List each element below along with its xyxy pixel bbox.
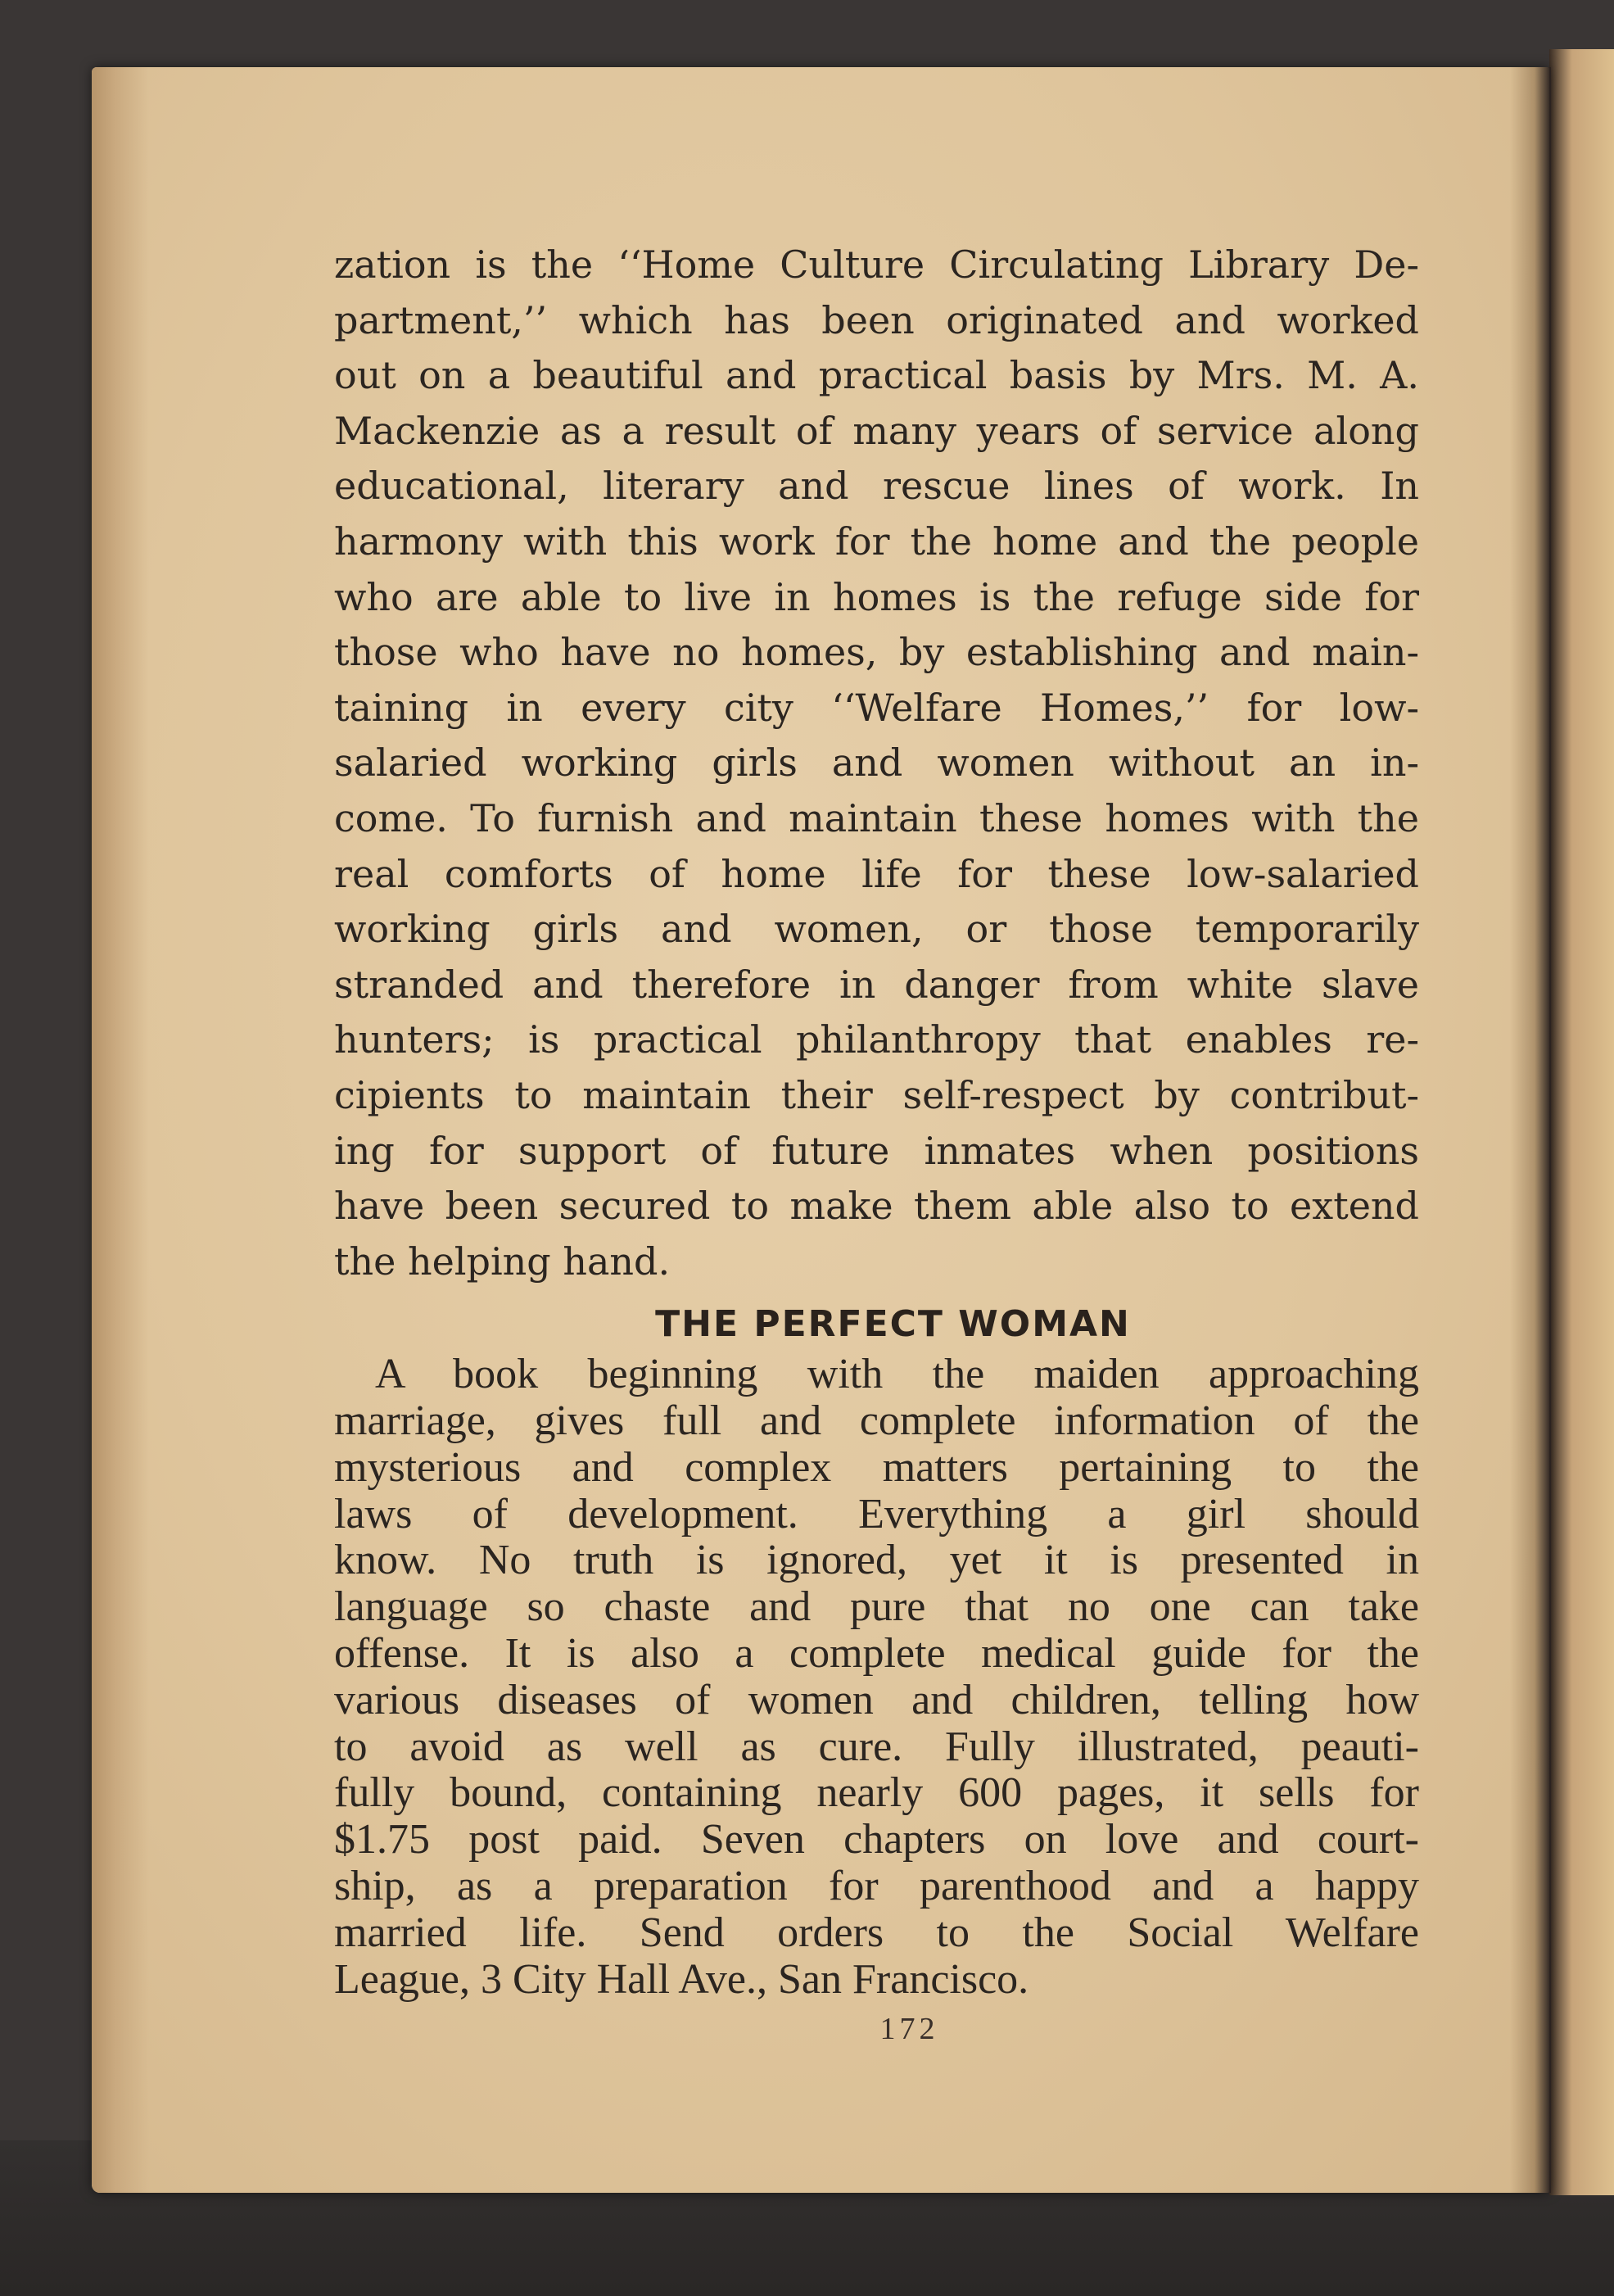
text-line: zation is the ‘‘Home Culture Circulating Library De- xyxy=(334,242,1419,287)
text-line: have been secured to make them able also to extend xyxy=(334,1184,1419,1229)
page-text xyxy=(334,238,1419,2046)
page-gutter-shadow xyxy=(1510,67,1551,2193)
text-line: married life. Send orders to the Social Welfare xyxy=(334,1909,1419,1956)
text-line: language so chaste and pure that no one can take xyxy=(334,1584,1419,1631)
text-line: mysterious and complex matters pertaining to the xyxy=(334,1444,1419,1491)
text-line: stranded and therefore in danger from white slave xyxy=(334,962,1419,1007)
text-line: the helping hand. xyxy=(334,1239,671,1284)
text-line: educational, literary and rescue lines of work. In xyxy=(334,464,1419,509)
text-line: laws of development. Everything a girl should xyxy=(334,1491,1419,1537)
text-line: harmony with this work for the home and the people xyxy=(334,519,1419,564)
text-line: League, 3 City Hall Ave., San Francisco. xyxy=(334,1956,1029,2003)
text-line: who are able to live in homes is the refuge side for xyxy=(334,574,1419,619)
page-number: 172 xyxy=(879,2012,939,2046)
text-line: to avoid as well as cure. Fully illustrated, peauti- xyxy=(334,1723,1419,1770)
text-line: various diseases of women and children, telling how xyxy=(334,1677,1419,1723)
text-line: partment,’’ which has been originated and worked xyxy=(334,297,1419,342)
text-line: offense. It is also a complete medical guide for the xyxy=(334,1631,1419,1678)
text-line: salaried working girls and women without an in- xyxy=(334,740,1419,786)
paragraph-perfect-woman xyxy=(334,1352,1419,2003)
text-line: ship, as a preparation for parenthood and a happy xyxy=(334,1864,1419,1910)
text-line: come. To furnish and maintain these homes with the xyxy=(334,795,1419,840)
text-line: cipients to maintain their self-respect by contribut- xyxy=(334,1072,1419,1117)
text-line: ing for support of future inmates when positions xyxy=(334,1128,1419,1173)
text-line: know. No truth is ignored, yet it is presented in xyxy=(334,1537,1419,1584)
text-line: fully bound, containing nearly 600 pages, it sells for xyxy=(334,1770,1419,1817)
text-line: taining in every city ‘‘Welfare Homes,’’ for low- xyxy=(334,685,1419,730)
paragraph-welfare-homes xyxy=(334,238,1419,1289)
section-heading: THE PERFECT WOMAN xyxy=(655,1303,1131,1346)
text-line: $1.75 post paid. Seven chapters on love and court- xyxy=(334,1817,1419,1864)
text-line: hunters; is practical philanthropy that enables re- xyxy=(334,1017,1419,1062)
text-line: Mackenzie as a result of many years of service along xyxy=(334,408,1419,453)
page-edge-shading xyxy=(92,67,149,2193)
text-line: those who have no homes, by establishing and main- xyxy=(334,630,1419,675)
text-line: A book beginning with the maiden approaching xyxy=(375,1352,1419,1398)
facing-page-edge xyxy=(1549,49,1614,2195)
text-line: marriage, gives full and complete information of the xyxy=(334,1398,1419,1445)
text-line: out on a beautiful and practical basis by Mrs. M. A. xyxy=(334,353,1419,398)
text-line: working girls and women, or those temporarily xyxy=(334,907,1419,952)
text-line: real comforts of home life for these low-salaried xyxy=(334,851,1419,896)
